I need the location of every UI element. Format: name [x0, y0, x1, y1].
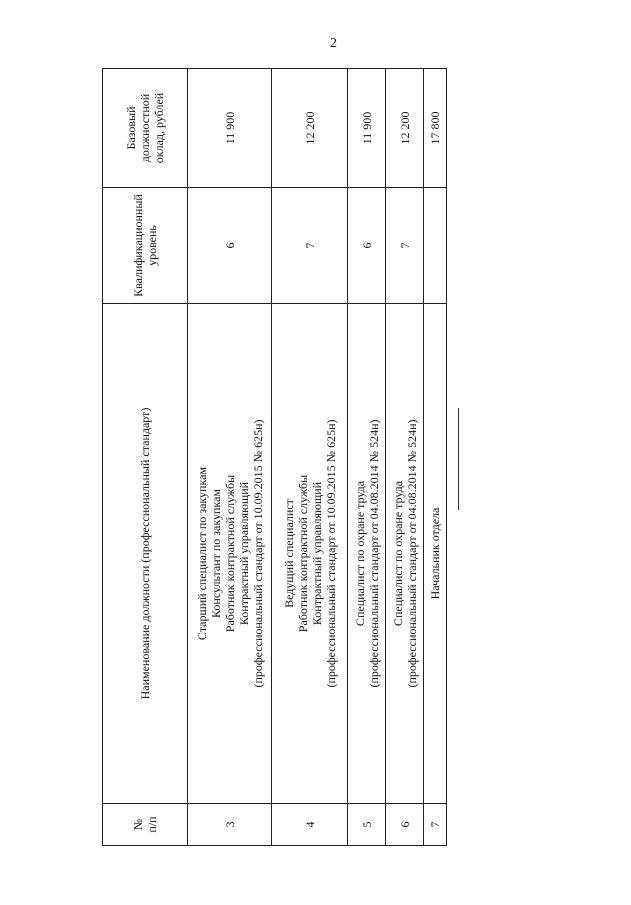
row-position-name [188, 304, 272, 804]
row-level [424, 188, 447, 304]
position-line: (профессиональный стандарт от 10.09.2015 № 625н) [323, 419, 338, 688]
salary-table [102, 68, 447, 846]
header-base-salary [103, 69, 188, 188]
header-salary-line: оклад, рублей [152, 92, 166, 164]
position-line: (профессиональный стандарт от 04.08.2014 № 524н) [366, 419, 381, 688]
row-num: 3 [188, 804, 272, 846]
position-line: Работник контрактной службы [222, 474, 237, 633]
position-line: Специалист по охране труда [390, 480, 405, 627]
end-separator-line [458, 408, 459, 510]
row-salary: 17 800 [424, 69, 447, 188]
header-level-line: Квалификационный [131, 194, 145, 297]
table-header-row [103, 69, 188, 846]
row-position-name [348, 304, 386, 804]
row-num: 4 [272, 804, 348, 846]
table-row [348, 69, 386, 846]
row-level: 6 [188, 188, 272, 304]
row-level: 7 [386, 188, 424, 304]
row-num: 7 [424, 804, 447, 846]
rotated-table-container [102, 69, 446, 846]
row-position-name [424, 304, 447, 804]
position-line: Специалист по охране труда [352, 480, 367, 627]
row-salary: 12 200 [386, 69, 424, 188]
position-line: (профессиональный стандарт от 04.08.2014 № 524н) [404, 419, 419, 688]
position-line: Контрактный управляющий [309, 481, 324, 626]
row-salary: 12 200 [272, 69, 348, 188]
header-num-line: № [131, 818, 145, 831]
row-salary: 11 900 [348, 69, 386, 188]
row-level: 7 [272, 188, 348, 304]
row-num: 6 [386, 804, 424, 846]
header-position-name: Наименование должности (профессиональный стандарт) [103, 304, 188, 804]
position-line: Работник контрактной службы [295, 474, 310, 633]
position-line: Ведущий специалист [281, 499, 296, 608]
row-level: 6 [348, 188, 386, 304]
header-level-line: уровень [145, 225, 159, 266]
table-row [272, 69, 348, 846]
position-line: (профессиональный стандарт от 10.09.2015 № 625н) [250, 419, 265, 688]
position-line: Консультант по закупкам [208, 489, 223, 618]
header-num-line: п/п [145, 816, 159, 833]
header-salary-line: должностной [138, 93, 152, 163]
position-line: Начальник отдела [428, 507, 442, 600]
position-line: Контрактный управляющий [236, 481, 251, 626]
row-num: 5 [348, 804, 386, 846]
table-row [386, 69, 424, 846]
page-number: 2 [330, 36, 337, 51]
table-row [188, 69, 272, 846]
row-position-name [272, 304, 348, 804]
row-salary: 11 900 [188, 69, 272, 188]
table-row [424, 69, 447, 846]
position-line: Старший специалист по закупкам [194, 466, 209, 641]
header-num [103, 804, 188, 846]
row-position-name [386, 304, 424, 804]
header-salary-line: Базовый [124, 106, 138, 150]
header-qualification-level [103, 188, 188, 304]
